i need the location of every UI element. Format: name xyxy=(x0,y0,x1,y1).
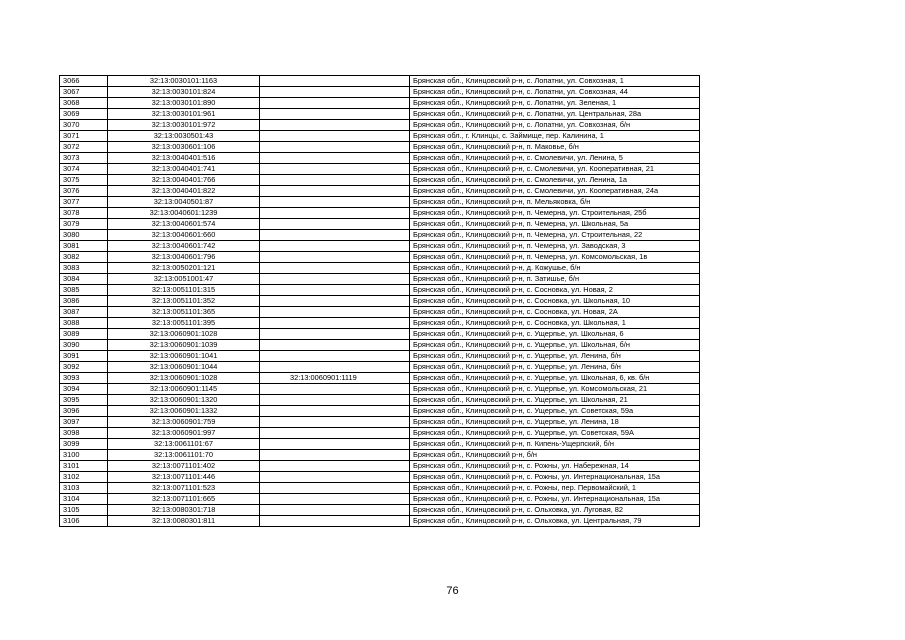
cadastral-number-cell: 32:13:0040601:574 xyxy=(108,219,260,230)
table-row xyxy=(60,516,700,527)
table-row xyxy=(60,340,700,351)
linked-cadastral-number-cell xyxy=(260,505,410,516)
table-row xyxy=(60,417,700,428)
linked-cadastral-number-cell xyxy=(260,142,410,153)
address-cell: Брянская обл., Клинцовский р-н, п. Чемерна, ул. Строительная, 25б xyxy=(410,208,700,219)
table-row xyxy=(60,373,700,384)
linked-cadastral-number-cell xyxy=(260,219,410,230)
linked-cadastral-number-cell xyxy=(260,439,410,450)
cadastral-number-cell: 32:13:0051101:365 xyxy=(108,307,260,318)
table-row xyxy=(60,76,700,87)
table-row xyxy=(60,120,700,131)
cadastral-number-cell: 32:13:0051101:315 xyxy=(108,285,260,296)
address-cell: Брянская обл., Клинцовский р-н, с. Ущерпье, ул. Советская, 59А xyxy=(410,428,700,439)
cadastral-number-cell: 32:13:0061101:67 xyxy=(108,439,260,450)
linked-cadastral-number-cell xyxy=(260,307,410,318)
linked-cadastral-number-cell xyxy=(260,417,410,428)
linked-cadastral-number-cell xyxy=(260,120,410,131)
address-cell: Брянская обл., Клинцовский р-н, с. Смолевичи, ул. Ленина, 1а xyxy=(410,175,700,186)
linked-cadastral-number-cell xyxy=(260,406,410,417)
address-cell: Брянская обл., г. Клинцы, с. Займище, пер. Калинина, 1 xyxy=(410,131,700,142)
table-row xyxy=(60,505,700,516)
table-row xyxy=(60,164,700,175)
row-number-cell: 3096 xyxy=(60,406,108,417)
table-row xyxy=(60,483,700,494)
row-number-cell: 3084 xyxy=(60,274,108,285)
row-number-cell: 3073 xyxy=(60,153,108,164)
cadastral-number-cell: 32:13:0051101:395 xyxy=(108,318,260,329)
linked-cadastral-number-cell xyxy=(260,340,410,351)
cadastral-number-cell: 32:13:0051001:47 xyxy=(108,274,260,285)
address-cell: Брянская обл., Клинцовский р-н, п. Чемерна, ул. Школьная, 5а xyxy=(410,219,700,230)
cadastral-number-cell: 32:13:0060901:759 xyxy=(108,417,260,428)
linked-cadastral-number-cell xyxy=(260,494,410,505)
address-cell: Брянская обл., Клинцовский р-н, п. Затишье, б/н xyxy=(410,274,700,285)
table-row xyxy=(60,175,700,186)
address-cell: Брянская обл., Клинцовский р-н, п. Чемерна, ул. Заводская, 3 xyxy=(410,241,700,252)
address-cell: Брянская обл., Клинцовский р-н, п. Кипень-Ущерпский, б/н xyxy=(410,439,700,450)
address-cell: Брянская обл., Клинцовский р-н, б/н xyxy=(410,450,700,461)
linked-cadastral-number-cell xyxy=(260,296,410,307)
linked-cadastral-number-cell xyxy=(260,362,410,373)
row-number-cell: 3075 xyxy=(60,175,108,186)
row-number-cell: 3072 xyxy=(60,142,108,153)
table-row xyxy=(60,142,700,153)
address-cell: Брянская обл., Клинцовский р-н, с. Лопатни, ул. Совхозная, 44 xyxy=(410,87,700,98)
row-number-cell: 3066 xyxy=(60,76,108,87)
cadastral-number-cell: 32:13:0040401:766 xyxy=(108,175,260,186)
property-table xyxy=(59,75,700,527)
address-cell: Брянская обл., Клинцовский р-н, с. Лопатни, ул. Совхозная, б/н xyxy=(410,120,700,131)
linked-cadastral-number-cell xyxy=(260,87,410,98)
table-row xyxy=(60,241,700,252)
row-number-cell: 3100 xyxy=(60,450,108,461)
linked-cadastral-number-cell xyxy=(260,230,410,241)
table-row xyxy=(60,362,700,373)
table-row xyxy=(60,494,700,505)
linked-cadastral-number-cell xyxy=(260,450,410,461)
row-number-cell: 3101 xyxy=(60,461,108,472)
cadastral-number-cell: 32:13:0060901:1044 xyxy=(108,362,260,373)
row-number-cell: 3068 xyxy=(60,98,108,109)
row-number-cell: 3102 xyxy=(60,472,108,483)
linked-cadastral-number-cell xyxy=(260,351,410,362)
address-cell: Брянская обл., Клинцовский р-н, с. Ущерпье, ул. Ленина, 18 xyxy=(410,417,700,428)
cadastral-number-cell: 32:13:0060901:1320 xyxy=(108,395,260,406)
table-row xyxy=(60,395,700,406)
address-cell: Брянская обл., Клинцовский р-н, п. Чемерна, ул. Строительная, 22 xyxy=(410,230,700,241)
cadastral-number-cell: 32:13:0060901:1039 xyxy=(108,340,260,351)
cadastral-number-cell: 32:13:0060901:1041 xyxy=(108,351,260,362)
address-cell: Брянская обл., Клинцовский р-н, с. Ольховка, ул. Центральная, 79 xyxy=(410,516,700,527)
linked-cadastral-number-cell xyxy=(260,318,410,329)
row-number-cell: 3099 xyxy=(60,439,108,450)
table-row xyxy=(60,406,700,417)
linked-cadastral-number-cell xyxy=(260,131,410,142)
row-number-cell: 3071 xyxy=(60,131,108,142)
linked-cadastral-number-cell xyxy=(260,285,410,296)
address-cell: Брянская обл., Клинцовский р-н, с. Ущерпье, ул. Школьная, 21 xyxy=(410,395,700,406)
cadastral-number-cell: 32:13:0040401:822 xyxy=(108,186,260,197)
row-number-cell: 3104 xyxy=(60,494,108,505)
cadastral-number-cell: 32:13:0060901:1145 xyxy=(108,384,260,395)
row-number-cell: 3106 xyxy=(60,516,108,527)
table-row xyxy=(60,351,700,362)
linked-cadastral-number-cell xyxy=(260,461,410,472)
table-row xyxy=(60,318,700,329)
cadastral-number-cell: 32:13:0040601:796 xyxy=(108,252,260,263)
cadastral-number-cell: 32:13:0050201:121 xyxy=(108,263,260,274)
address-cell: Брянская обл., Клинцовский р-н, с. Сосновка, ул. Новая, 2 xyxy=(410,285,700,296)
linked-cadastral-number-cell xyxy=(260,428,410,439)
address-cell: Брянская обл., Клинцовский р-н, с. Сосновка, ул. Новая, 2А xyxy=(410,307,700,318)
address-cell: Брянская обл., Клинцовский р-н, с. Смолевичи, ул. Кооперативная, 21 xyxy=(410,164,700,175)
linked-cadastral-number-cell xyxy=(260,483,410,494)
address-cell: Брянская обл., Клинцовский р-н, п. Чемерна, ул. Комсомольская, 1в xyxy=(410,252,700,263)
cadastral-number-cell: 32:13:0030601:106 xyxy=(108,142,260,153)
table-row xyxy=(60,472,700,483)
linked-cadastral-number-cell xyxy=(260,263,410,274)
table-row xyxy=(60,450,700,461)
table-row xyxy=(60,219,700,230)
page-number: 76 xyxy=(446,585,459,597)
address-cell: Брянская обл., Клинцовский р-н, с. Рожны, пер. Первомайский, 1 xyxy=(410,483,700,494)
table-row xyxy=(60,230,700,241)
address-cell: Брянская обл., Клинцовский р-н, п. Маковье, б/н xyxy=(410,142,700,153)
linked-cadastral-number-cell xyxy=(260,109,410,120)
row-number-cell: 3105 xyxy=(60,505,108,516)
linked-cadastral-number-cell xyxy=(260,197,410,208)
address-cell: Брянская обл., Клинцовский р-н, с. Ущерпье, ул. Комсомольская, 21 xyxy=(410,384,700,395)
address-cell: Брянская обл., Клинцовский р-н, с. Ущерпье, ул. Школьная, б/н xyxy=(410,340,700,351)
linked-cadastral-number-cell xyxy=(260,164,410,175)
linked-cadastral-number-cell xyxy=(260,329,410,340)
address-cell: Брянская обл., Клинцовский р-н, с. Смолевичи, ул. Ленина, 5 xyxy=(410,153,700,164)
row-number-cell: 3077 xyxy=(60,197,108,208)
linked-cadastral-number-cell xyxy=(260,241,410,252)
linked-cadastral-number-cell xyxy=(260,384,410,395)
property-table-body xyxy=(60,76,700,527)
row-number-cell: 3082 xyxy=(60,252,108,263)
row-number-cell: 3087 xyxy=(60,307,108,318)
address-cell: Брянская обл., Клинцовский р-н, с. Лопатни, ул. Зеленая, 1 xyxy=(410,98,700,109)
cadastral-number-cell: 32:13:0071101:446 xyxy=(108,472,260,483)
cadastral-number-cell: 32:13:0060901:997 xyxy=(108,428,260,439)
address-cell: Брянская обл., Клинцовский р-н, с. Лопатни, ул. Центральная, 28а xyxy=(410,109,700,120)
row-number-cell: 3085 xyxy=(60,285,108,296)
cadastral-number-cell: 32:13:0030101:961 xyxy=(108,109,260,120)
row-number-cell: 3093 xyxy=(60,373,108,384)
linked-cadastral-number-cell xyxy=(260,208,410,219)
table-row xyxy=(60,263,700,274)
row-number-cell: 3083 xyxy=(60,263,108,274)
table-row xyxy=(60,208,700,219)
cadastral-number-cell: 32:13:0060901:1028 xyxy=(108,329,260,340)
linked-cadastral-number-cell xyxy=(260,98,410,109)
linked-cadastral-number-cell xyxy=(260,252,410,263)
table-row xyxy=(60,384,700,395)
table-row xyxy=(60,439,700,450)
address-cell: Брянская обл., Клинцовский р-н, с. Рожны, ул. Интернациональная, 15а xyxy=(410,472,700,483)
table-row xyxy=(60,461,700,472)
linked-cadastral-number-cell xyxy=(260,516,410,527)
address-cell: Брянская обл., Клинцовский р-н, д. Кожушье, б/н xyxy=(410,263,700,274)
row-number-cell: 3080 xyxy=(60,230,108,241)
cadastral-number-cell: 32:13:0030101:890 xyxy=(108,98,260,109)
address-cell: Брянская обл., Клинцовский р-н, с. Рожны, ул. Набережная, 14 xyxy=(410,461,700,472)
address-cell: Брянская обл., Клинцовский р-н, с. Ущерпье, ул. Школьная, 6 xyxy=(410,329,700,340)
cadastral-number-cell: 32:13:0051101:352 xyxy=(108,296,260,307)
row-number-cell: 3070 xyxy=(60,120,108,131)
row-number-cell: 3103 xyxy=(60,483,108,494)
cadastral-number-cell: 32:13:0040401:741 xyxy=(108,164,260,175)
cadastral-number-cell: 32:13:0030101:824 xyxy=(108,87,260,98)
cadastral-number-cell: 32:13:0071101:402 xyxy=(108,461,260,472)
address-cell: Брянская обл., Клинцовский р-н, с. Ущерпье, ул. Ленина, б/н xyxy=(410,362,700,373)
row-number-cell: 3081 xyxy=(60,241,108,252)
row-number-cell: 3067 xyxy=(60,87,108,98)
table-row xyxy=(60,307,700,318)
address-cell: Брянская обл., Клинцовский р-н, с. Рожны, ул. Интернациональная, 15а xyxy=(410,494,700,505)
cadastral-number-cell: 32:13:0060901:1028 xyxy=(108,373,260,384)
address-cell: Брянская обл., Клинцовский р-н, с. Сосновка, ул. Школьная, 1 xyxy=(410,318,700,329)
row-number-cell: 3092 xyxy=(60,362,108,373)
address-cell: Брянская обл., Клинцовский р-н, с. Ущерпье, ул. Школьная, 6, кв. б/н xyxy=(410,373,700,384)
cadastral-number-cell: 32:13:0040601:742 xyxy=(108,241,260,252)
row-number-cell: 3086 xyxy=(60,296,108,307)
table-row xyxy=(60,296,700,307)
table-row xyxy=(60,285,700,296)
cadastral-number-cell: 32:13:0080301:811 xyxy=(108,516,260,527)
cadastral-number-cell: 32:13:0040401:516 xyxy=(108,153,260,164)
address-cell: Брянская обл., Клинцовский р-н, с. Ольховка, ул. Луговая, 82 xyxy=(410,505,700,516)
address-cell: Брянская обл., Клинцовский р-н, с. Лопатни, ул. Совхозная, 1 xyxy=(410,76,700,87)
row-number-cell: 3089 xyxy=(60,329,108,340)
table-row xyxy=(60,87,700,98)
linked-cadastral-number-cell xyxy=(260,472,410,483)
cadastral-number-cell: 32:13:0071101:665 xyxy=(108,494,260,505)
table-row xyxy=(60,186,700,197)
table-row xyxy=(60,109,700,120)
cadastral-number-cell: 32:13:0060901:1332 xyxy=(108,406,260,417)
cadastral-number-cell: 32:13:0040601:660 xyxy=(108,230,260,241)
row-number-cell: 3097 xyxy=(60,417,108,428)
linked-cadastral-number-cell xyxy=(260,395,410,406)
cadastral-number-cell: 32:13:0071101:523 xyxy=(108,483,260,494)
address-cell: Брянская обл., Клинцовский р-н, с. Сосновка, ул. Школьная, 10 xyxy=(410,296,700,307)
table-row xyxy=(60,131,700,142)
address-cell: Брянская обл., Клинцовский р-н, п. Мельяковка, б/н xyxy=(410,197,700,208)
row-number-cell: 3091 xyxy=(60,351,108,362)
table-row xyxy=(60,197,700,208)
row-number-cell: 3090 xyxy=(60,340,108,351)
linked-cadastral-number-cell xyxy=(260,274,410,285)
cadastral-number-cell: 32:13:0030101:972 xyxy=(108,120,260,131)
table-row xyxy=(60,274,700,285)
cadastral-number-cell: 32:13:0061101:70 xyxy=(108,450,260,461)
row-number-cell: 3095 xyxy=(60,395,108,406)
table-row xyxy=(60,428,700,439)
table-row xyxy=(60,153,700,164)
cadastral-number-cell: 32:13:0080301:718 xyxy=(108,505,260,516)
cadastral-number-cell: 32:13:0030101:1163 xyxy=(108,76,260,87)
row-number-cell: 3094 xyxy=(60,384,108,395)
row-number-cell: 3074 xyxy=(60,164,108,175)
table-row xyxy=(60,98,700,109)
row-number-cell: 3069 xyxy=(60,109,108,120)
cadastral-number-cell: 32:13:0040601:1239 xyxy=(108,208,260,219)
linked-cadastral-number-cell xyxy=(260,186,410,197)
cadastral-number-cell: 32:13:0040501:87 xyxy=(108,197,260,208)
linked-cadastral-number-cell: 32:13:0060901:1119 xyxy=(260,373,410,384)
linked-cadastral-number-cell xyxy=(260,153,410,164)
row-number-cell: 3098 xyxy=(60,428,108,439)
table-row xyxy=(60,252,700,263)
row-number-cell: 3078 xyxy=(60,208,108,219)
cadastral-number-cell: 32:13:0030501:43 xyxy=(108,131,260,142)
address-cell: Брянская обл., Клинцовский р-н, с. Смолевичи, ул. Кооперативная, 24а xyxy=(410,186,700,197)
linked-cadastral-number-cell xyxy=(260,175,410,186)
address-cell: Брянская обл., Клинцовский р-н, с. Ущерпье, ул. Ленина, б/н xyxy=(410,351,700,362)
table-row xyxy=(60,329,700,340)
row-number-cell: 3088 xyxy=(60,318,108,329)
row-number-cell: 3079 xyxy=(60,219,108,230)
row-number-cell: 3076 xyxy=(60,186,108,197)
address-cell: Брянская обл., Клинцовский р-н, с. Ущерпье, ул. Советская, 59а xyxy=(410,406,700,417)
linked-cadastral-number-cell xyxy=(260,76,410,87)
